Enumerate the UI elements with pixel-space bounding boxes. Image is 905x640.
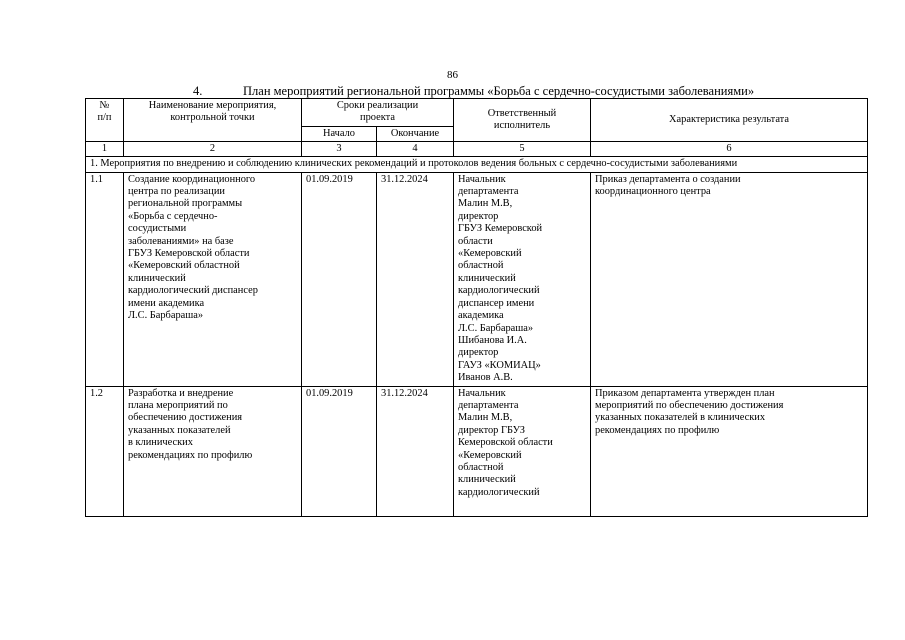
column-numbers-row <box>86 142 868 157</box>
cell-line: Приказ департамента о создании <box>595 173 741 185</box>
cell-line: Малин М.В, <box>458 412 513 424</box>
cell-line: «Кемеровский <box>458 248 522 260</box>
plan-table <box>85 98 868 517</box>
cell-line: в клинических <box>128 437 193 449</box>
cell-line: указанных показателей <box>128 424 231 436</box>
cell-line: Л.С. Барбараша» <box>458 322 534 334</box>
column-number: 2 <box>124 142 302 157</box>
row-start: 01.09.2019 <box>302 386 377 516</box>
cell-line: клинический <box>458 272 516 284</box>
cell-line: ГАУЗ «КОМИАЦ» <box>458 359 541 371</box>
header-number: № п/п <box>86 99 124 142</box>
cell-line: Малин М.В, <box>458 198 513 210</box>
cell-line: «Кемеровский областной <box>128 260 240 272</box>
table-row <box>86 386 868 516</box>
header-period: Сроки реализации проекта <box>302 99 454 127</box>
cell-line: областной <box>458 260 504 272</box>
cell-line: плана мероприятий по <box>128 399 228 411</box>
heading-number: 4. <box>193 84 203 98</box>
cell-line: директор <box>458 210 499 222</box>
column-number: 3 <box>302 142 377 157</box>
cell-line: сосудистыми <box>128 223 187 235</box>
cell-line: Кемеровской области <box>458 437 553 449</box>
cell-line: центра по реализации <box>128 186 225 198</box>
header-end: Окончание <box>377 126 454 141</box>
cell-line: указанных показателей в клинических <box>595 412 766 424</box>
section-row <box>86 157 868 172</box>
cell-line: заболеваниями» на базе <box>128 235 234 247</box>
cell-line: департамента <box>458 399 519 411</box>
row-responsible <box>454 386 591 516</box>
cell-line: области <box>458 235 493 247</box>
cell-line: имени академика <box>128 297 205 309</box>
cell-line: рекомендациях по профилю <box>595 424 720 436</box>
cell-line: Л.С. Барбараша» <box>128 310 204 322</box>
cell-line: Разработка и внедрение <box>128 387 234 399</box>
row-start: 01.09.2019 <box>302 172 377 386</box>
cell-line: академика <box>458 310 504 322</box>
cell-line: Начальник <box>458 387 506 399</box>
column-number: 4 <box>377 142 454 157</box>
cell-line: Иванов А.В. <box>458 372 513 384</box>
cell-line: «Борьба с сердечно- <box>128 210 218 222</box>
heading-text: План мероприятий региональной программы «Борьба с сердечно-сосудистыми заболеваниями» <box>243 84 755 98</box>
row-id: 1.1 <box>86 172 124 386</box>
cell-line: директор <box>458 347 499 359</box>
column-number: 5 <box>454 142 591 157</box>
cell-line: обеспечению достижения <box>128 412 243 424</box>
header-responsible: Ответственный исполнитель <box>454 99 591 142</box>
cell-line: координационного центра <box>595 186 711 198</box>
column-number: 6 <box>591 142 868 157</box>
cell-line: кардиологический диспансер <box>128 285 258 297</box>
cell-line: мероприятий по обеспечению достижения <box>595 399 784 411</box>
cell-line: директор ГБУЗ <box>458 424 525 436</box>
row-end: 31.12.2024 <box>377 386 454 516</box>
header-result: Характеристика результата <box>591 99 868 142</box>
cell-line: Создание координационного <box>128 173 256 185</box>
cell-line: клинический <box>458 474 516 486</box>
cell-line: областной <box>458 461 504 473</box>
table-row <box>86 172 868 386</box>
page-number: 86 <box>447 69 458 81</box>
row-name <box>124 386 302 516</box>
cell-line: региональной программы <box>128 198 243 210</box>
header-row <box>86 99 868 127</box>
cell-line: клинический <box>128 272 186 284</box>
row-id: 1.2 <box>86 386 124 516</box>
cell-line: кардиологический <box>458 285 540 297</box>
cell-line: департамента <box>458 186 519 198</box>
row-name <box>124 172 302 386</box>
row-result <box>591 386 868 516</box>
cell-line: Начальник <box>458 173 506 185</box>
row-result <box>591 172 868 386</box>
row-end: 31.12.2024 <box>377 172 454 386</box>
cell-line: «Кемеровский <box>458 449 522 461</box>
cell-line: ГБУЗ Кемеровской <box>458 223 543 235</box>
header-start: Начало <box>302 126 377 141</box>
section-heading <box>193 84 754 99</box>
cell-line: диспансер имени <box>458 297 535 309</box>
cell-line: рекомендациях по профилю <box>128 449 253 461</box>
cell-line: кардиологический <box>458 486 540 498</box>
section-title: 1. Мероприятия по внедрению и соблюдению клинических рекомендаций и протоколов ведения больных с сердечно-сосудистыми заболеваниями <box>86 157 868 172</box>
cell-line: ГБУЗ Кемеровской области <box>128 248 250 260</box>
cell-line: Шибанова И.А. <box>458 334 527 346</box>
row-responsible <box>454 172 591 386</box>
cell-line: Приказом департамента утвержден план <box>595 387 775 399</box>
header-name: Наименование мероприятия, контрольной точки <box>124 99 302 142</box>
column-number: 1 <box>86 142 124 157</box>
